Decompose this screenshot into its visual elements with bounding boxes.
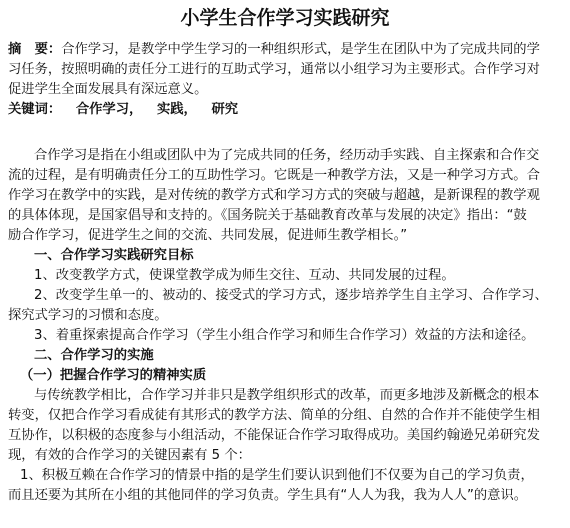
paragraph-line: 互协作，以积极的态度参与小组活动，不能保证合作学习取得成功。美国约翰逊兄弟研究发: [8, 428, 540, 443]
abstract-line: 促进学生全面发展具有深远意义。: [8, 82, 208, 97]
list-item: 1、改变教学方式，使课堂教学成为师生交往、互动、共同发展的过程。: [34, 268, 455, 283]
abstract-line: 习任务，按照明确的责任分工进行的互助式学习，通常以小组学习为主要形式。合作学习对: [8, 62, 540, 77]
section-heading: 一、合作学习实践研究目标: [34, 248, 194, 263]
keyword: 研究: [211, 102, 239, 117]
paragraph-line: 1、积极互赖在合作学习的情景中指的是学生们要认识到他们不仅要为自己的学习负责，: [20, 468, 534, 483]
paragraph-line: 励合作学习，促进学生之间的交流、共同发展，促进师生教学相长。”: [8, 228, 408, 243]
keywords-label: 关键词：: [8, 102, 62, 117]
section-heading: 二、合作学习的实施: [34, 348, 154, 363]
paragraph-line: 流的过程，是有明确责任分工的互助性学习。它既是一种教学方法，又是一种学习方式。合: [8, 168, 540, 183]
keyword: 合作学习，: [75, 102, 143, 117]
list-item: 3、着重探索提高合作学习（学生小组合作学习和师生合作学习）效益的方法和途径。: [34, 328, 535, 343]
paragraph-line: 的具体体现，是国家倡导和支持的。《国务院关于基础教育改革与发展的决定》指出：“鼓: [8, 208, 527, 223]
paragraph-line: 转变，仅把合作学习看成徒有其形式的教学方法、简单的分组、自然的合作并不能使学生相: [8, 408, 540, 423]
list-item-continuation: 探究式学习的习惯和态度。: [8, 308, 168, 323]
paragraph-line: 合作学习是指在小组或团队中为了完成共同的任务，经历动手实践、自主探索和合作交: [34, 148, 540, 163]
keywords-line: [8, 100, 238, 120]
paragraph-line: 现，有效的合作学习的关键因素有 5 个：: [8, 448, 251, 463]
paragraph-line: 与传统教学相比，合作学习并非只是教学组织形式的改革，而更多地涉及新概念的根本: [34, 388, 540, 403]
keyword: 实践，: [156, 102, 197, 117]
paragraph-line: 而且还要为其所在小组的其他同伴的学习负责。学生具有“人人为我，我为人人”的意识。: [8, 488, 528, 503]
paragraph-line: 作学习在教学中的实践，是对传统的教学方式和学习方式的突破与超越，是新课程的教学观: [8, 188, 540, 203]
abstract-line: [8, 40, 540, 60]
list-item: 2、改变学生单一的、被动的、接受式的学习方式，逐步培养学生自主学习、合作学习、: [34, 288, 548, 303]
document-title: 小学生合作学习实践研究: [180, 7, 390, 29]
subsection-heading: （一）把握合作学习的精神实质: [20, 368, 207, 383]
abstract-label: 摘 要：: [8, 42, 62, 57]
abstract-text: 合作学习，是教学中学生学习的一种组织形式，是学生在团队中为了完成共同的学: [61, 42, 540, 57]
